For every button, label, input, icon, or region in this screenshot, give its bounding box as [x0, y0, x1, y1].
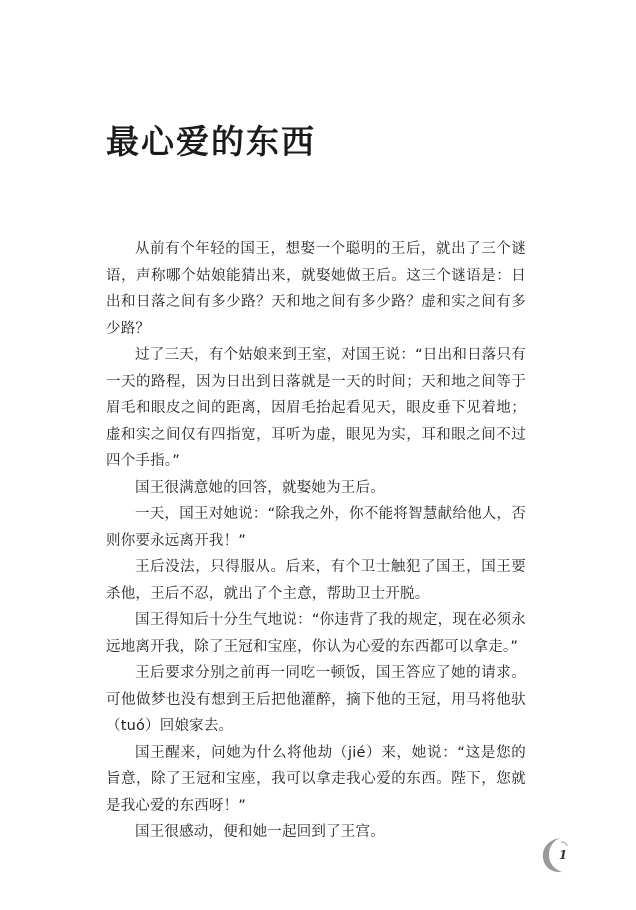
page-number-mark [540, 836, 574, 874]
paragraph: 王后没法，只得服从。后来，有个卫士触犯了国王，国王要杀他，王后不忍，就出了个主意，帮助卫士开脱。 [106, 559, 526, 602]
paragraph: 一天，国王对她说：“除我之外，你不能将智慧献给他人，否则你要永远离开我！” [106, 506, 526, 549]
story-body [106, 236, 526, 846]
paragraph: 国王很满意她的回答，就娶她为王后。 [135, 479, 385, 496]
paragraph: 国王得知后十分生气地说：“你违背了我的规定，现在必须永远地离开我，除了王冠和宝座，你认为心爱的东西都可以拿走。” [106, 612, 526, 655]
page-number: 1 [558, 848, 568, 862]
paragraph: 王后要求分别之前再一同吃一顿饭，国王答应了她的请求。可他做梦也没有想到王后把他灌醉，摘下他的王冠，用马将他驮（tuó）回娘家去。 [106, 665, 526, 734]
paragraph: 过了三天，有个姑娘来到王室，对国王说：“日出和日落只有一天的路程，因为日出到日落就是一天的时间；天和地之间等于眉毛和眼皮之间的距离，因眉毛抬起看见天，眼皮垂下见着地；虚和实之间仅有四指宽，耳听为虚，眼见为实，耳和眼之间不过四个手指。” [106, 347, 526, 469]
page-title: 最心爱的东西 [106, 122, 316, 161]
paragraph: 国王很感动，便和她一起回到了王宫。 [135, 824, 385, 840]
paragraph: 国王醒来，问她为什么将他劫（jié）来，她说：“这是您的旨意，除了王冠和宝座，我可以拿走我心爱的东西。陛下，您就是我心爱的东西呀！” [106, 744, 526, 814]
paragraph: 从前有个年轻的国王，想娶一个聪明的王后，就出了三个谜语，声称哪个姑娘能猜出来，就娶她做王后。这三个谜语是：日出和日落之间有多少路？天和地之间有多少路？虚和实之间有多少路？ [106, 241, 526, 337]
